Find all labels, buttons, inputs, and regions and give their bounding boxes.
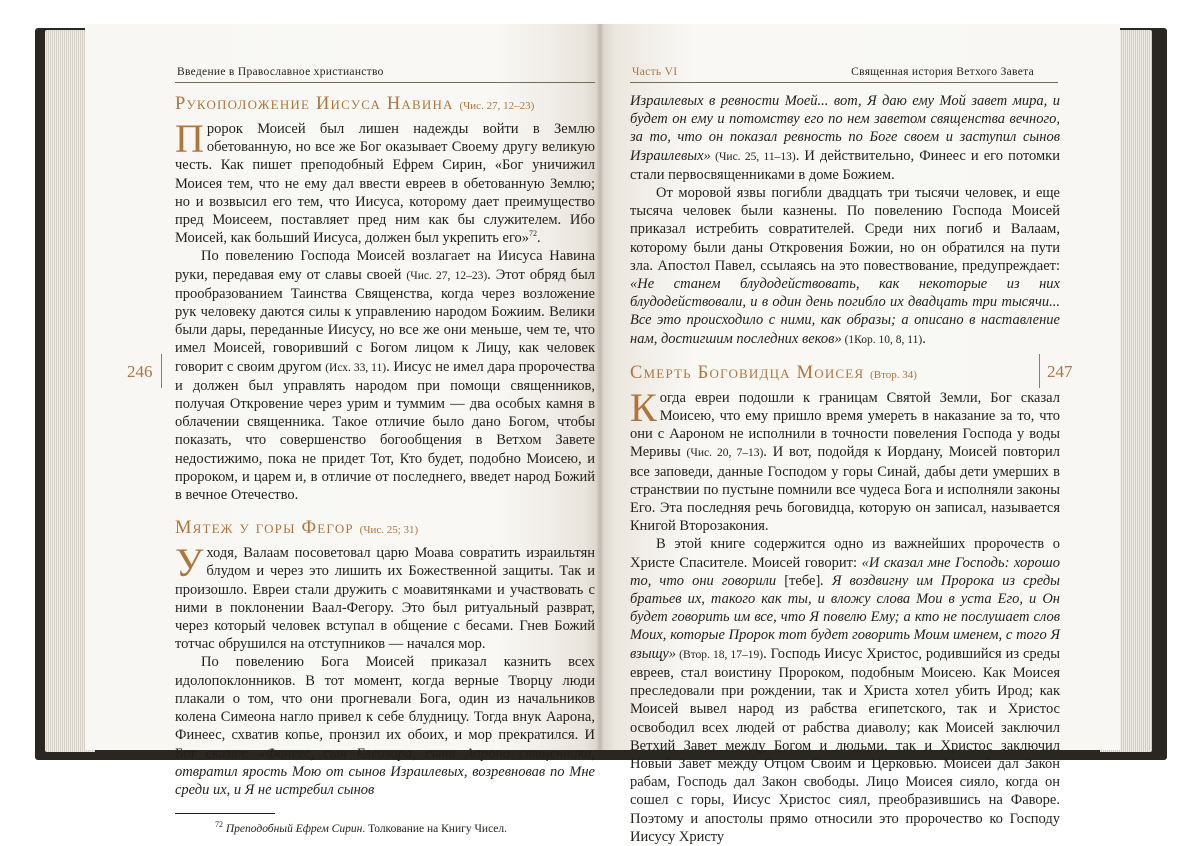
left-running-head: Введение в Православное христианство: [177, 66, 384, 78]
scripture-ref: (1Кор. 10, 8, 11): [841, 333, 923, 346]
footnote: [175, 822, 595, 836]
footnote-marker: 72: [529, 229, 538, 239]
paragraph-text: По повелению Бога Моисей приказал казнить всех идолопоклонников. В тот момент, когда верные Творцу люди плакали о том, что они прогневали Бога, один из начальников колена Симеона нагло привел к себе блудницу. Тогда внук Аарона, Финеес, схватив копье, пронзил их обоих, и мор прекратился. И Бог сказал:: [175, 654, 595, 762]
section-title-ref: (Чис. 25; 31): [359, 524, 419, 537]
footnote-text: . Толкование на Книгу Чисел.: [362, 823, 508, 836]
section-title-death-of-moses: [630, 361, 1060, 387]
left-folio-bar: [161, 354, 162, 388]
right-text-column: [630, 92, 1060, 846]
footnote-author: Преподобный Ефрем Сирин: [225, 823, 363, 836]
paragraph-text: В этой книге содержится одно из важнейших пророчеств о Христе Спасителе. Моисей говорит:: [630, 536, 1060, 571]
right-page: [600, 24, 1120, 845]
paragraph: [175, 653, 595, 799]
right-running-head-part: Часть VI: [632, 66, 678, 78]
scripture-ref: (Исх. 33, 11): [325, 361, 387, 374]
paragraph: [175, 247, 595, 504]
paragraph-text: огда евреи подошли к границам Святой Земли, Бог сказал Моисею, что ему пришло время умереть в наказание за то, что они с Аароном не исполнили в точности повеления Господа у воды Меривы: [630, 389, 1060, 461]
section-title-ordination: [175, 92, 595, 118]
scripture-quote: «Не станем блудодействовать, как некоторые из них блудодействовали, и в один день погибло их двадцать три тысячи... Все это происходило с ними, как образы; а описано в наставление нам, достигшим последних веков»: [630, 276, 1060, 347]
paragraph-text: . Господь Иисус Христос, родившийся из среды евреев, стал воистину Пророком, подобным Моисею. Как Моисея преследовали при рождении, так и Христа хотел убить Ирод; как Моисей вывел народ из рабства египетского, так и Христос освободил всех людей от рабства диаволу; как Моисей заключил Ветхий Завет между Богом и людьми, так и Христос заключил Новый Завет между Отцом Своим и Церковью. Моисей дал Закон рабам, Господь дал Закон свободы. Лицо Моисея сияло, когда он сошел с горы, Иисус Христос сиял, преобразившись на Фаворе. Поэтому и апостолы прямо относили это пророчество ко Господу Иисусу Христу: [630, 645, 1060, 845]
scripture-quote: «И сказал мне Господь: хорошо то, что они говорили: [630, 554, 1060, 589]
paragraph-text: От моровой язвы погибли двадцать три тысячи человек, и еще тысяча человек были казнены. По повелению Господа Моисей приказал истребить совратителей. Среди них погиб и Валаам, которому были даны Откровения Божии, но он обратился на пути зла. Апостол Павел, ссылаясь на это повествование, предупреждает:: [630, 185, 1060, 274]
drop-cap: П: [175, 116, 204, 161]
section-title-rebellion: [175, 516, 595, 542]
scripture-quote: Израилевых в ревности Моей... вот, Я даю ему Мой завет мира, и будет он ему и потомству его по нем заветом священства вечного, за то, что он показал ревность по Боге своем и заступил сынов Израилевых»: [630, 93, 1060, 164]
scripture-ref: (Втор. 18, 17–19): [676, 648, 764, 661]
scripture-quote: «Финеес, сын Елеазара, сына Аарона священника, отвратил ярость Мою от сынов Израилевых, возревновав по Мне среди их, и Я не истребил сынов: [175, 745, 595, 798]
paragraph: [630, 92, 1060, 184]
section-title-ref: (Чис. 27, 12–23): [459, 100, 535, 112]
bracket-insertion: [тебе]: [784, 572, 821, 589]
paragraph-text: ходя, Валаам посоветовал царю Моава совратить израильтян блудом и через это лишить их Божественной защиты. Так и произошло. Евреи стали дружить с моавитянками и участвовать с ними в поклонении Ваал-Фегору. Это был ритуальный разврат, через который человек вступал в общение с бесами. Гнев Божий тотчас обрушился на отступников — начался мор.: [175, 545, 595, 653]
section-title-ref: (Втор. 34): [870, 368, 917, 381]
paragraph-text: .: [537, 230, 541, 247]
paragraph: [175, 116, 595, 247]
scripture-ref: (Чис. 25, 11–13): [710, 150, 796, 163]
paragraph: [630, 184, 1060, 349]
section-title-text: Мятеж у горы Фегор: [175, 518, 354, 539]
right-page-number: 247: [1047, 362, 1073, 381]
footnote-rule: [175, 813, 275, 814]
left-page-number: 246: [127, 362, 153, 381]
paragraph-text: . Этот обряд был прообразованием Таинства Священства, когда через возложение рук человеку даются силы к управлению народом Божиим. Велики были дары, переданные Иисусу, но все же они меньше, чем те, что имел Моисей, говоривший с Богом лицом к Лицу, как человек говорит с своим другом: [175, 266, 595, 375]
paragraph-text: . Иисус не имел дара пророчества и должен был управлять народом при помощи священников, получая Откровение через урим и туммим — два особых камня в облачении священника. Такое отличие было дано Богом, чтобы показать, что совершенство богообщения в Ветхом Завете недостижимо, пока не придет Тот, Кто будет, подобно Моисею, и пророком, и царем и, в отличие от последнего, введет народ Божий в вечное Отечество.: [175, 358, 595, 504]
section-title-text: Смерть Боговидца Моисея: [630, 362, 865, 383]
drop-cap: К: [630, 384, 657, 430]
right-running-head: Священная история Ветхого Завета: [851, 66, 1034, 78]
left-text-column: [175, 92, 595, 836]
left-page: [85, 24, 600, 836]
paragraph: [630, 384, 1060, 536]
book-gutter: [596, 24, 604, 750]
right-head-rule: [630, 82, 1058, 83]
section-title-text: Рукоположение Иисуса Навина: [175, 94, 454, 114]
paragraph: [175, 540, 595, 653]
paragraph-text: . И действительно, Финеес и его потомки стали первосвященниками в доме Божием.: [630, 147, 1060, 183]
scripture-ref: (Чис. 20, 7–13): [686, 447, 764, 460]
paragraph-text: ророк Моисей был лишен надежды войти в Землю обетованную, но все же Бог оказывает Своему другу великую честь. Как пишет преподобный Ефрем Сирин, «Бог уничижил Моисея тем, что не ему дал ввести евреев в обетованную Землю; но и возвысил его тем, что Иисуса, которому дает преимущество пред Моисеем, поставляет пред ним как бы служителем. Ибо Моисей, как больший Иисуса, должен был укрепить его»: [175, 121, 595, 247]
paragraph-text: . И вот, подойдя к Иордану, Моисей повторил все заповеди, данные Господом у горы Синай, дабы дети умерших в странствии по пустыне помнили все чудеса Бога и исполняли законы Его. Эта последняя речь боговидца, которую он записал, называется Книгой Второзакония.: [630, 444, 1060, 535]
footnote-number: 72: [215, 820, 223, 830]
drop-cap: У: [175, 540, 204, 586]
paragraph-text: По повелению Господа Моисей возлагает на Иисуса Навина руки, передавая ему от славы своей: [175, 248, 595, 283]
scripture-quote: . Я воздвигну им Пророка из среды братьев их, такого как ты, и вложу слова Мои в уста Его, и Он будет говорить им все, что Я повелю Ему; а кто не послушает слов Моих, которые Пророк тот будет говорить Моим именем, с того Я взыщу»: [630, 572, 1060, 662]
left-head-rule: [175, 82, 595, 83]
scripture-ref: (Чис. 27, 12–23): [406, 269, 488, 282]
paragraph-text: .: [922, 330, 926, 347]
paragraph: [630, 535, 1060, 845]
